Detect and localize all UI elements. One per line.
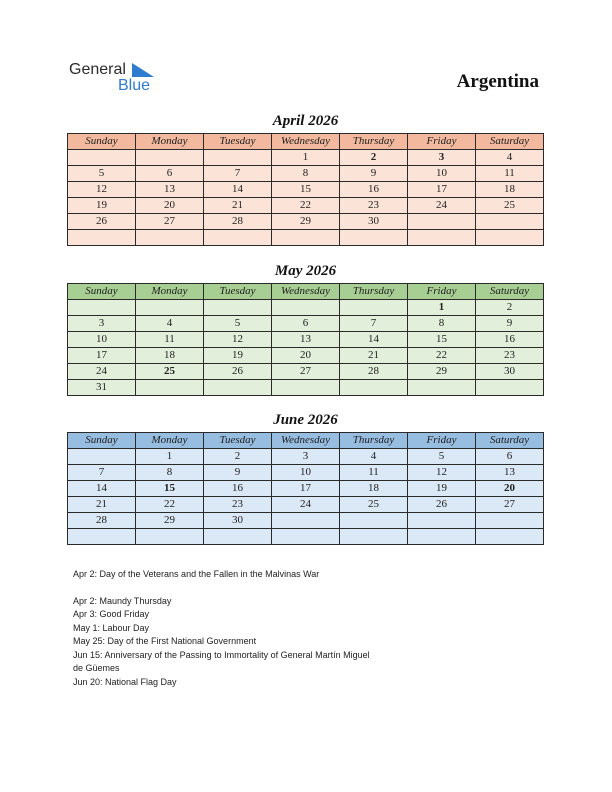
day-cell: 21 [340, 348, 408, 364]
day-cell [272, 300, 340, 316]
day-cell [476, 380, 544, 396]
day-cell [136, 230, 204, 246]
generalblue-logo [69, 61, 159, 97]
week-row [68, 348, 544, 364]
weekday-header: Tuesday [204, 433, 272, 449]
month-title: April 2026 [272, 113, 339, 129]
day-cell: 17 [272, 481, 340, 497]
week-row [68, 198, 544, 214]
day-cell [204, 230, 272, 246]
day-cell [68, 150, 136, 166]
day-cell [340, 380, 408, 396]
day-cell: 29 [272, 214, 340, 230]
day-cell: 9 [340, 166, 408, 182]
day-cell: 21 [204, 198, 272, 214]
day-cell [136, 380, 204, 396]
day-cell: 28 [68, 513, 136, 529]
week-row [68, 214, 544, 230]
weekday-header: Wednesday [272, 284, 340, 300]
week-row [68, 465, 544, 481]
holiday-day-cell: 3 [408, 150, 476, 166]
day-cell: 10 [408, 166, 476, 182]
day-cell: 22 [272, 198, 340, 214]
weekday-header: Saturday [476, 134, 544, 150]
day-cell [204, 150, 272, 166]
day-cell: 10 [68, 332, 136, 348]
weekday-header: Thursday [340, 134, 408, 150]
day-cell: 5 [408, 449, 476, 465]
month-title: June 2026 [273, 412, 338, 428]
day-cell: 12 [204, 332, 272, 348]
week-row [68, 513, 544, 529]
day-cell: 13 [136, 182, 204, 198]
week-row [68, 150, 544, 166]
day-cell: 20 [272, 348, 340, 364]
weekday-header: Sunday [68, 433, 136, 449]
day-cell [340, 513, 408, 529]
day-cell: 5 [204, 316, 272, 332]
week-row [68, 380, 544, 396]
week-row [68, 529, 544, 545]
day-cell: 29 [136, 513, 204, 529]
day-cell: 8 [408, 316, 476, 332]
day-cell: 5 [68, 166, 136, 182]
week-row [68, 332, 544, 348]
weekday-header: Sunday [68, 134, 136, 150]
day-cell: 16 [204, 481, 272, 497]
week-row [68, 182, 544, 198]
month-grid [67, 283, 544, 396]
day-cell: 29 [408, 364, 476, 380]
day-cell: 25 [476, 198, 544, 214]
day-cell: 27 [136, 214, 204, 230]
day-cell: 4 [476, 150, 544, 166]
day-cell: 6 [136, 166, 204, 182]
day-cell: 20 [136, 198, 204, 214]
day-cell: 17 [68, 348, 136, 364]
day-cell [68, 230, 136, 246]
day-cell: 19 [68, 198, 136, 214]
day-cell [68, 300, 136, 316]
day-cell: 2 [476, 300, 544, 316]
day-cell: 13 [476, 465, 544, 481]
day-cell: 24 [68, 364, 136, 380]
day-cell: 9 [204, 465, 272, 481]
month-grid [67, 432, 544, 545]
day-cell: 3 [272, 449, 340, 465]
day-cell: 4 [340, 449, 408, 465]
weekday-header: Friday [408, 433, 476, 449]
day-cell [204, 380, 272, 396]
week-row [68, 497, 544, 513]
day-cell: 18 [476, 182, 544, 198]
day-cell: 13 [272, 332, 340, 348]
day-cell: 1 [136, 449, 204, 465]
day-cell: 22 [408, 348, 476, 364]
day-cell [136, 529, 204, 545]
day-cell: 8 [272, 166, 340, 182]
weekday-header: Tuesday [204, 284, 272, 300]
holiday-note: Apr 2: Maundy Thursday [73, 595, 172, 606]
month-jun [67, 411, 544, 545]
day-cell: 15 [408, 332, 476, 348]
weekday-header: Monday [136, 284, 204, 300]
day-cell: 6 [476, 449, 544, 465]
day-cell [408, 513, 476, 529]
day-cell: 28 [340, 364, 408, 380]
holiday-day-cell: 2 [340, 150, 408, 166]
week-row [68, 449, 544, 465]
holiday-notes [73, 568, 370, 689]
holiday-note: Jun 20: National Flag Day [73, 676, 177, 687]
day-cell [340, 300, 408, 316]
day-cell [408, 230, 476, 246]
day-cell: 21 [68, 497, 136, 513]
day-cell: 24 [408, 198, 476, 214]
day-cell: 15 [272, 182, 340, 198]
day-cell: 11 [340, 465, 408, 481]
holiday-note: May 25: Day of the First National Government [73, 636, 257, 646]
day-cell [272, 529, 340, 545]
weekday-header: Wednesday [272, 433, 340, 449]
day-cell: 30 [340, 214, 408, 230]
holiday-note: May 1: Labour Day [73, 622, 150, 633]
day-cell: 23 [204, 497, 272, 513]
weekday-header-row [68, 433, 544, 449]
day-cell: 7 [68, 465, 136, 481]
day-cell: 23 [340, 198, 408, 214]
month-grid [67, 133, 544, 246]
day-cell: 14 [340, 332, 408, 348]
weekday-header: Tuesday [204, 134, 272, 150]
day-cell [204, 300, 272, 316]
day-cell: 6 [272, 316, 340, 332]
day-cell: 12 [408, 465, 476, 481]
holiday-day-cell: 20 [476, 481, 544, 497]
weekday-header: Friday [408, 134, 476, 150]
day-cell: 23 [476, 348, 544, 364]
week-row [68, 166, 544, 182]
day-cell [136, 150, 204, 166]
day-cell: 14 [204, 182, 272, 198]
logo-triangle-icon [132, 63, 156, 77]
holiday-day-cell: 15 [136, 481, 204, 497]
weekday-header: Wednesday [272, 134, 340, 150]
day-cell: 27 [272, 364, 340, 380]
day-cell: 19 [204, 348, 272, 364]
day-cell [272, 380, 340, 396]
weekday-header: Saturday [476, 284, 544, 300]
weekday-header: Thursday [340, 433, 408, 449]
month-apr [67, 112, 544, 246]
day-cell: 31 [68, 380, 136, 396]
day-cell: 26 [68, 214, 136, 230]
day-cell: 11 [136, 332, 204, 348]
day-cell: 30 [476, 364, 544, 380]
holiday-day-cell: 1 [408, 300, 476, 316]
day-cell [476, 529, 544, 545]
day-cell: 16 [340, 182, 408, 198]
day-cell: 2 [204, 449, 272, 465]
day-cell [68, 449, 136, 465]
day-cell: 3 [68, 316, 136, 332]
month-title: May 2026 [274, 263, 337, 279]
day-cell: 4 [136, 316, 204, 332]
weekday-header: Sunday [68, 284, 136, 300]
weekday-header-row [68, 284, 544, 300]
day-cell [272, 230, 340, 246]
day-cell: 26 [204, 364, 272, 380]
day-cell: 10 [272, 465, 340, 481]
day-cell: 12 [68, 182, 136, 198]
holiday-note: Apr 3: Good Friday [73, 609, 150, 619]
day-cell: 11 [476, 166, 544, 182]
weekday-header: Monday [136, 433, 204, 449]
day-cell: 22 [136, 497, 204, 513]
day-cell: 25 [340, 497, 408, 513]
day-cell [68, 529, 136, 545]
day-cell [340, 529, 408, 545]
day-cell: 19 [408, 481, 476, 497]
day-cell: 17 [408, 182, 476, 198]
day-cell: 7 [340, 316, 408, 332]
day-cell [476, 214, 544, 230]
day-cell [476, 230, 544, 246]
day-cell: 28 [204, 214, 272, 230]
holiday-note: Jun 15: Anniversary of the Passing to Immortality of General Martín Miguel [73, 649, 370, 660]
day-cell [340, 230, 408, 246]
day-cell: 7 [204, 166, 272, 182]
week-row [68, 316, 544, 332]
day-cell: 1 [272, 150, 340, 166]
day-cell: 30 [204, 513, 272, 529]
day-cell: 24 [272, 497, 340, 513]
day-cell [408, 214, 476, 230]
day-cell [408, 380, 476, 396]
day-cell [204, 529, 272, 545]
week-row [68, 364, 544, 380]
day-cell [408, 529, 476, 545]
day-cell: 16 [476, 332, 544, 348]
weekday-header: Saturday [476, 433, 544, 449]
day-cell [272, 513, 340, 529]
day-cell [476, 513, 544, 529]
week-row [68, 230, 544, 246]
day-cell: 18 [340, 481, 408, 497]
day-cell: 18 [136, 348, 204, 364]
day-cell [136, 300, 204, 316]
holiday-day-cell: 25 [136, 364, 204, 380]
day-cell: 26 [408, 497, 476, 513]
week-row [68, 300, 544, 316]
weekday-header: Friday [408, 284, 476, 300]
week-row [68, 481, 544, 497]
weekday-header: Thursday [340, 284, 408, 300]
holiday-note-first: Apr 2: Day of the Veterans and the Fallen in the Malvinas War [73, 569, 320, 579]
day-cell: 14 [68, 481, 136, 497]
day-cell: 8 [136, 465, 204, 481]
day-cell: 27 [476, 497, 544, 513]
month-may [67, 262, 544, 396]
country-title: Argentina [456, 71, 539, 92]
logo-text-blue: Blue [118, 77, 151, 94]
weekday-header: Monday [136, 134, 204, 150]
logo-text-general: General [69, 61, 126, 78]
weekday-header-row [68, 134, 544, 150]
holiday-note: de Güemes [73, 663, 120, 673]
day-cell: 9 [476, 316, 544, 332]
